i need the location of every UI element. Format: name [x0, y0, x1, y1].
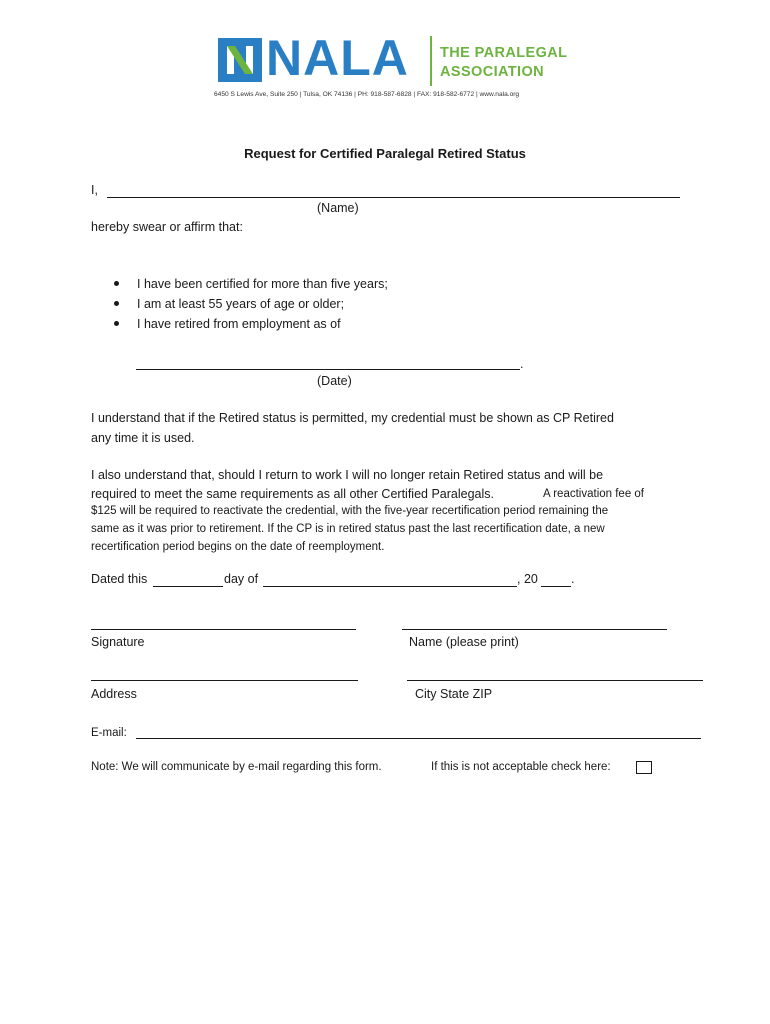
not-acceptable-text: If this is not acceptable check here: [431, 761, 611, 773]
name-caption: (Name) [317, 201, 359, 215]
bullet-icon [114, 321, 119, 326]
date-period: . [520, 357, 524, 371]
bullet-item-retired: I have retired from employment as of [137, 317, 341, 331]
day-input-line[interactable] [153, 586, 223, 587]
bullet-icon [114, 301, 119, 306]
paragraph-2-line-2a: required to meet the same requirements as all other Certified Paralegals. [91, 487, 494, 501]
email-input-line[interactable] [136, 738, 701, 739]
dated-this-label: Dated this [91, 572, 148, 586]
swear-text: hereby swear or affirm that: [91, 220, 243, 234]
day-of-label: day of [224, 572, 259, 586]
name-print-label: Name (please print) [409, 635, 519, 649]
paragraph-2-line-3: $125 will be required to reactivate the credential, with the five-year recertification period remaining the [91, 505, 609, 517]
i-label: I, [91, 183, 98, 197]
date-caption: (Date) [317, 374, 352, 388]
paragraph-1-line-1: I understand that if the Retired status is permitted, my credential must be shown as CP Retired [91, 411, 614, 425]
paragraph-2-line-5: recertification period begins on the date of reemployment. [91, 541, 385, 553]
nala-logo-icon [218, 38, 262, 82]
retirement-date-input-line[interactable] [136, 369, 520, 370]
logo-tagline [440, 44, 567, 82]
letterhead-address: 6450 S Lewis Ave, Suite 250 | Tulsa, OK 74136 | PH: 918-587-6828 | FAX: 918-582-6772 | www.nala.org [214, 91, 520, 98]
bullet-item-certified: I have been certified for more than five years; [137, 277, 388, 291]
bullet-icon [114, 281, 119, 286]
paragraph-1-line-2: any time it is used. [91, 431, 195, 445]
logo-divider [430, 36, 432, 86]
dated-end-period: . [571, 572, 575, 586]
bullet-item-age: I am at least 55 years of age or older; [137, 297, 345, 311]
logo-wordmark: NALA [266, 30, 409, 86]
paragraph-2-line-2b: A reactivation fee of [543, 488, 645, 500]
signature-input-line[interactable] [91, 629, 356, 630]
month-input-line[interactable] [263, 586, 517, 587]
year-input-line[interactable] [541, 586, 571, 587]
paragraph-2-line-4: same as it was prior to retirement. If the CP is in retired status past the last recertification date, a new [91, 523, 605, 535]
name-input-line[interactable] [107, 197, 680, 198]
form-title: Request for Certified Paralegal Retired Status [244, 146, 526, 161]
not-acceptable-checkbox[interactable] [636, 761, 652, 774]
email-label: E-mail: [91, 727, 127, 739]
year-prefix-label: , 20 [517, 572, 538, 586]
city-state-zip-label: City State ZIP [415, 687, 493, 701]
paragraph-2-line-1: I also understand that, should I return to work I will no longer retain Retired status and will be [91, 468, 604, 482]
printed-name-input-line[interactable] [402, 629, 667, 630]
city-state-zip-input-line[interactable] [407, 680, 703, 681]
tagline-line-1: THE PARALEGAL [440, 45, 568, 61]
signature-label: Signature [91, 635, 145, 649]
tagline-line-2: ASSOCIATION [440, 64, 545, 80]
note-text: Note: We will communicate by e-mail regarding this form. [91, 761, 382, 773]
address-label: Address [91, 687, 137, 701]
address-input-line[interactable] [91, 680, 358, 681]
